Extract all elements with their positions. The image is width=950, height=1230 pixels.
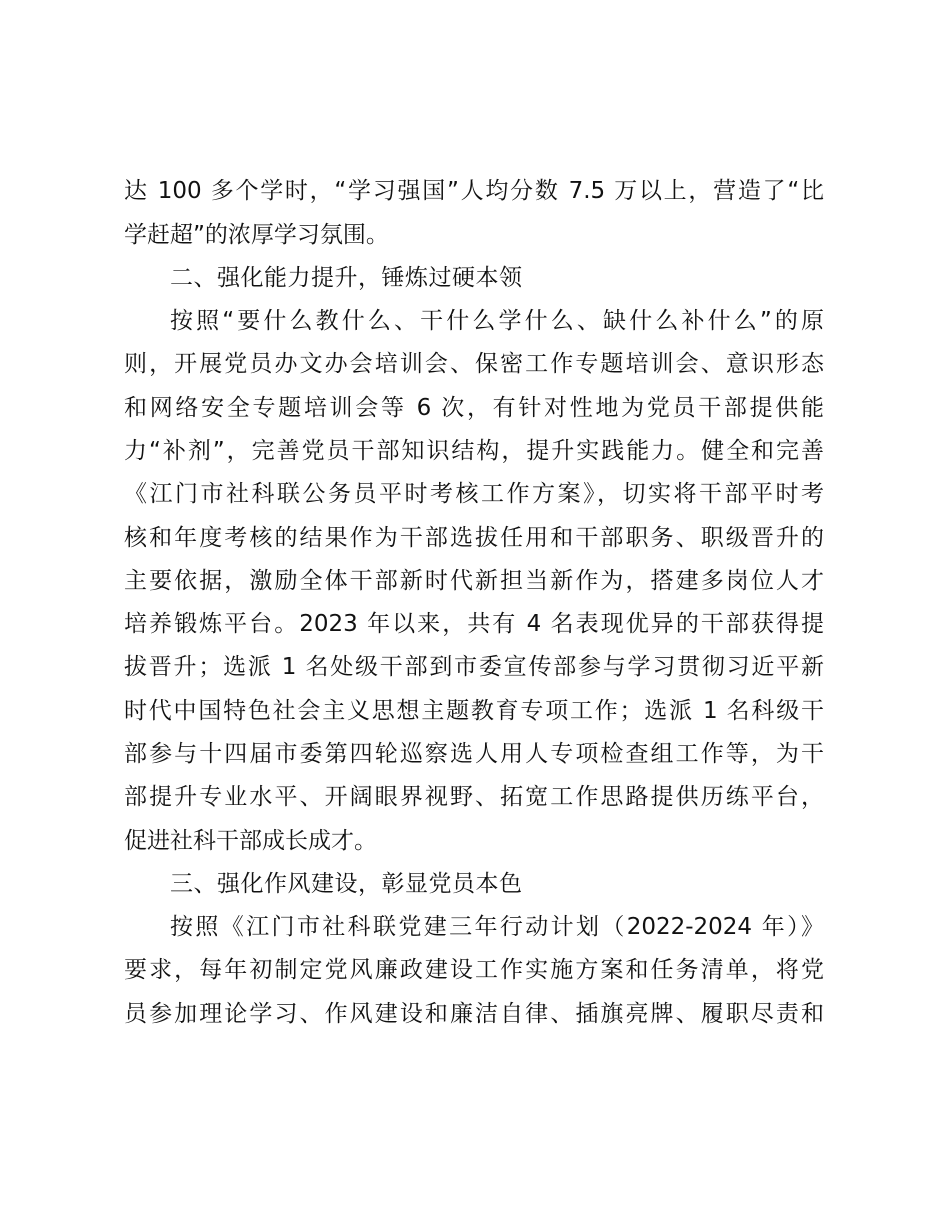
text-line: 和网络安全专题培训会等 6 次，有针对性地为党员干部提供能 bbox=[124, 395, 824, 421]
text-line: 学赶超”的浓厚学习氛围。 bbox=[124, 222, 389, 248]
text-line: 核和年度考核的结果作为干部选拔任用和干部职务、职级晋升的 bbox=[124, 525, 824, 551]
text-line: 按照“要什么教什么、干什么学什么、缺什么补什么”的原 bbox=[170, 308, 824, 334]
text-line: 达 100 多个学时，“学习强国”人均分数 7.5 万以上，营造了“比 bbox=[124, 178, 824, 204]
text-line: 要求，每年初制定党风廉政建设工作实施方案和任务清单，将党 bbox=[124, 957, 824, 983]
text-line: 促进社科干部成长成才。 bbox=[124, 828, 377, 854]
text-line: 主要依据，激励全体干部新时代新担当新作为，搭建多岗位人才 bbox=[124, 568, 824, 594]
text-line: 部提升专业水平、开阔眼界视野、拓宽工作思路提供历练平台， bbox=[124, 784, 824, 810]
section-heading: 三、强化作风建设，彰显党员本色 bbox=[170, 871, 523, 897]
text-line: 部参与十四届市委第四轮巡察选人用人专项检查组工作等，为干 bbox=[124, 741, 824, 767]
text-line: 员参加理论学习、作风建设和廉洁自律、插旗亮牌、履职尽责和 bbox=[124, 1001, 824, 1027]
text-line: 拔晋升；选派 1 名处级干部到市委宣传部参与学习贯彻习近平新 bbox=[124, 654, 824, 680]
text-line: 时代中国特色社会主义思想主题教育专项工作；选派 1 名科级干 bbox=[124, 698, 824, 724]
text-line: 培养锻炼平台。2023 年以来，共有 4 名表现优异的干部获得提 bbox=[124, 611, 824, 637]
text-line: 则，开展党员办文办会培训会、保密工作专题培训会、意识形态 bbox=[124, 351, 824, 377]
text-line: 按照《江门市社科联党建三年行动计划（2022-2024 年）》 bbox=[170, 914, 824, 940]
text-line: 力“补剂”，完善党员干部知识结构，提升实践能力。健全和完善 bbox=[124, 438, 824, 464]
text-line: 《江门市社科联公务员平时考核工作方案》，切实将干部平时考 bbox=[124, 481, 824, 507]
section-heading: 二、强化能力提升，锤炼过硬本领 bbox=[170, 265, 523, 291]
